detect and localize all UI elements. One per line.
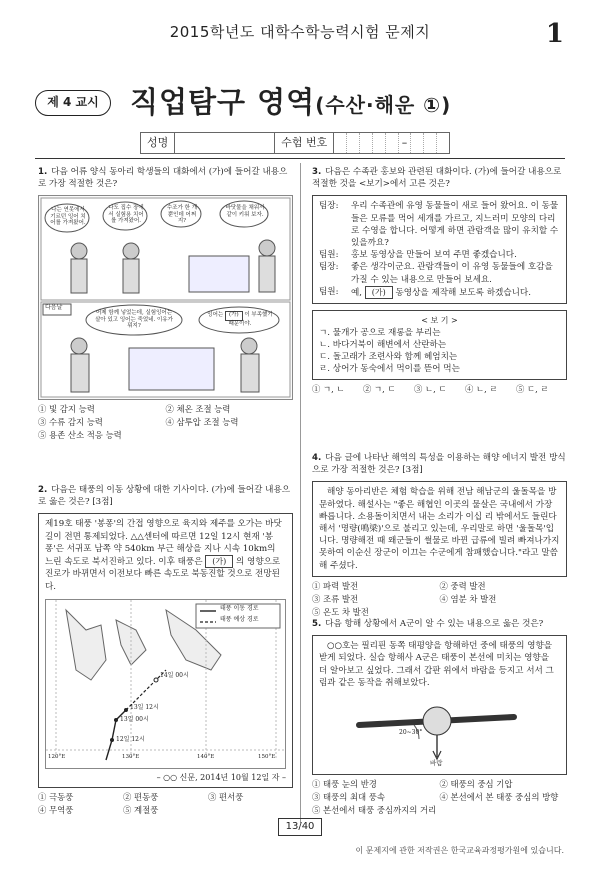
q2-map-label-1: 14일 00시: [160, 671, 189, 679]
q3-choice-1[interactable]: ① ㄱ, ㄴ: [312, 384, 345, 395]
q2-typhoon-map: [45, 599, 286, 769]
subject-name: (수산·해운 ①): [315, 93, 452, 117]
q1-bubble-post: 이 부족했기 때문이야.: [228, 312, 273, 327]
q2-choices: [38, 792, 293, 817]
q3-bogi-item: ㄷ. 돌고래가 조련사와 함께 헤엄치는: [319, 351, 458, 362]
q3-bogi-item: ㄹ. 상어가 동숙에서 먹이를 뜯어 먹는: [319, 364, 460, 375]
q2-choice-3[interactable]: ③ 편서풍: [208, 792, 244, 803]
q4-choice-1[interactable]: ① 파력 발전: [312, 580, 359, 591]
question-2: [38, 484, 293, 817]
footer-page-indicator: 13/40: [278, 818, 322, 836]
exam-no-cell[interactable]: [373, 133, 386, 153]
question-5: [312, 618, 567, 817]
q2-choice-2[interactable]: ② 편동풍: [123, 792, 159, 803]
q2-map-figure: [46, 600, 284, 768]
q3-stem: 다음은 수족관 홍보와 관련된 대화이다. (가)에 들어갈 내용으로 적절한 것을 <보기>에서 고른 것은?: [312, 167, 562, 190]
exam-no-cell[interactable]: [437, 133, 449, 153]
q5-choice-5[interactable]: ⑤ 본선에서 태풍 중심까지의 거리: [312, 804, 437, 815]
q3-bogi-item: ㄴ. 바다거북이 해변에서 산란하는: [319, 339, 447, 350]
exam-no-dash: –: [399, 133, 412, 153]
q4-stem: 다음 글에 나타난 해역의 특성을 이용하는 해양 에너지 발전 방식으로 가장 적절한 것은? [3점]: [312, 453, 566, 476]
q1-scene-label: 다음날: [45, 304, 63, 312]
q1-bubble-3: 수조가 한 개 뿐인데 어쩌지?: [166, 205, 198, 225]
q1-blank: (가): [225, 311, 243, 320]
name-label: 성명: [141, 133, 175, 153]
q2-article-post: 의 영향으로 진로가 바뀌면서 이전보다 빠른 속도로 북동진할 것으로 전망된다.: [45, 557, 281, 592]
exam-no-cell[interactable]: [386, 133, 399, 153]
q1-bubble-1: 나는 연못에서 기르던 잉어 치어를 가져왔어.: [50, 207, 86, 227]
q2-legend-forecast: 태풍 예상 경로: [220, 615, 259, 623]
q5-wind-label: 바람: [430, 759, 443, 768]
q3-bogi-title: < 보 기 >: [421, 316, 458, 326]
q3-dialog-box: [312, 195, 567, 304]
q2-tick-150: 150°E: [258, 753, 276, 760]
q2-choice-1[interactable]: ① 극동풍: [38, 792, 74, 803]
q1-bubble-pre: 잉어는: [207, 312, 224, 319]
q3-bogi-item: ㄱ. 물개가 공으로 재롱을 부리는: [319, 327, 441, 338]
exam-no-label: 수험 번호: [275, 133, 334, 153]
copyright-notice: 이 문제지에 관한 저작권은 한국교육과정평가원에 있습니다.: [355, 846, 564, 855]
q1-bubble-2: 나도 집수 장에서 실험용 치어를 가져왔어.: [108, 205, 144, 225]
q1-choice-4[interactable]: ④ 삼투압 조절 능력: [165, 417, 239, 428]
q2-choice-4[interactable]: ④ 무역풍: [38, 805, 74, 816]
q5-angle-label: 20~30°: [399, 729, 423, 737]
footer-total: 40: [301, 821, 315, 832]
footer-page: 13: [285, 821, 299, 832]
q1-choice-1[interactable]: ① 빛 감지 능력: [38, 404, 95, 415]
question-3: [312, 166, 567, 396]
q2-blank: (가): [205, 555, 233, 568]
q1-stem: 다음 어류 양식 동아리 학생들의 대화에서 (가)에 들어갈 내용으로 가장 적절한 것은?: [38, 167, 288, 190]
q4-choice-5[interactable]: ⑤ 온도 차 발전: [312, 606, 369, 617]
q4-passage: 해양 동아리반은 체험 학습을 위해 전남 해남군의 울돌목을 방문하였다. 해설사는 "좋은 해협인 이곳의 물살은 국내에서 가장 빠릅니다. 소용돌이치면서 내는 소리가 이십 리 밖에서도 들린다 해서 '명량(鳴梁)'으로 불리고 있는데, 우리말로 하면 '울돌목'입니다. 명량해전 때 왜군들이 썰물로 바뀐 급류에 빌려 빠져나가지 못하여 이순신 장군이 이끄는 수군에게 참패했습니다."라고 말씀해 주셨다.: [319, 487, 560, 571]
q5-choice-4[interactable]: ④ 본선에서 본 태풍 중심의 방향: [439, 791, 559, 802]
q5-passage: ○○호는 필리핀 동쪽 태평양을 항해하던 중에 태풍의 영향을 받게 되었다. 실습 항해사 A군은 태풍이 본선에 미치는 영향을 더 알아보고 싶었다. 그래서 갑판 위에서 바람을 등지고 서서 그림과 같은 동작을 취해보았다.: [319, 641, 554, 688]
q1-bubble-bottom-left: 어제 함께 넣었는데, 실험잉어는 살아 있고 잉어는 죽었네. 이유가 뭐지?: [95, 310, 173, 330]
q2-source: – ○○ 신문, 2014년 10월 12일 자 –: [156, 772, 286, 782]
exam-no-cell[interactable]: [424, 133, 437, 153]
q3-speaker: 팀장:: [319, 201, 339, 212]
exam-no-cell[interactable]: [411, 133, 424, 153]
q5-figure: [319, 695, 560, 770]
column-divider: [300, 163, 301, 823]
question-1: [38, 166, 293, 442]
q4-choice-3[interactable]: ③ 조류 발전: [312, 593, 359, 604]
question-4: [312, 452, 567, 619]
q2-legend-observed: 태풍 이동 경로: [220, 604, 259, 612]
q2-tick-120: 120°E: [48, 753, 66, 760]
q1-choice-2[interactable]: ② 체온 조절 능력: [165, 404, 231, 415]
q1-choice-5[interactable]: ⑤ 용존 산소 적응 능력: [38, 430, 122, 441]
q1-number: 1.: [38, 167, 48, 177]
q3-speaker: 팀장:: [319, 262, 339, 273]
q5-choices: [312, 779, 567, 817]
q5-choice-1[interactable]: ① 태풍 눈의 반경: [312, 779, 377, 790]
exam-no-cell[interactable]: [360, 133, 373, 153]
q3-number: 3.: [312, 167, 322, 177]
domain-title: [130, 82, 451, 123]
q1-bubble-4: 바닷물을 채워서 같이 키워 보자.: [225, 205, 265, 218]
q3-dialog-text: 홍보 동영상을 만들어 보여 주면 좋겠습니다.: [351, 250, 517, 261]
q3-dialog-line: [319, 200, 560, 249]
exam-no-field[interactable]: [334, 133, 449, 153]
q3-speaker: 팀원:: [319, 286, 339, 297]
q2-article-pre: 제19호 태풍 '봉퐁'의 간접 영향으로 육지와 제주를 오가는 바닷길이 전면 통제되었다. △△센터에 따르면 12일 12시 현재 '봉퐁'은 서귀포 남쪽 약 540km 부근 해상을 지나 시속 10km의 느린 속도로 북서진하고 있다. 이후 태풍은: [45, 519, 282, 568]
q4-choice-4[interactable]: ④ 염분 차 발전: [439, 593, 497, 604]
q1-cartoon: [39, 196, 292, 399]
q3-bogi-box: [312, 310, 567, 380]
q3-speaker: 팀원:: [319, 250, 339, 261]
exam-no-cell[interactable]: [347, 133, 360, 153]
q4-passage-box: [312, 481, 567, 576]
q1-illustration: [38, 195, 293, 400]
q4-choices: [312, 581, 567, 619]
q5-number: 5.: [312, 619, 322, 629]
q3-choice-3[interactable]: ③ ㄴ, ㄷ: [414, 384, 447, 395]
name-field[interactable]: [175, 133, 275, 153]
session-badge: 제 4 교시: [35, 90, 111, 116]
q3-blank: (가): [365, 286, 393, 299]
q2-choice-5[interactable]: ⑤ 계절풍: [123, 805, 159, 816]
domain-name: 직업탐구 영역: [130, 85, 316, 119]
q2-tick-140: 140°E: [197, 753, 215, 760]
student-id-box: [140, 132, 450, 154]
q2-article: [45, 518, 286, 592]
q3-choice-4[interactable]: ④ ㄴ, ㄹ: [465, 384, 498, 395]
q5-passage-box: [312, 635, 567, 775]
q2-number: 2.: [38, 485, 48, 495]
q3-dialog-post: 동영상을 제작해 보도록 하겠습니다.: [395, 287, 531, 298]
q5-choice-2[interactable]: ② 태풍의 중심 기압: [439, 779, 513, 790]
q3-dialog-text: 좋은 생각이군요. 관람객들이 이 유영 동물들에 호감을 가질 수 있는 내용으로 만들어 보세요.: [351, 262, 553, 285]
q3-choice-5[interactable]: ⑤ ㄷ, ㄹ: [516, 384, 549, 395]
q1-choice-3[interactable]: ③ 수류 감지 능력: [38, 417, 103, 428]
q2-stem: 다음은 태풍의 이동 상황에 대한 기사이다. (가)에 들어갈 내용으로 옳은 것은? [3점]: [38, 485, 291, 508]
q3-choices: [312, 384, 567, 396]
q3-dialog-line: [319, 261, 560, 285]
q2-map-label-4: 12일 12시: [116, 735, 145, 743]
q3-dialog-line: [319, 249, 560, 261]
q3-dialog-line: [319, 286, 560, 299]
q4-choice-2[interactable]: ② 중력 발전: [439, 580, 486, 591]
q2-article-box: [38, 513, 293, 788]
q2-tick-130: 130°E: [122, 753, 140, 760]
q1-bubble-bottom-right: [205, 311, 275, 327]
header-rule: [35, 158, 565, 159]
q3-dialog-text: 우리 수족관에 유영 동물들이 새로 들어 왔어요. 이 동물들은 모류를 먹어 세개를 가르고, 지느러미 모양의 다리로 수영을 합니다. 어떻게 하면 관람객을 많이 유치할 수 있을까요?: [351, 201, 559, 249]
page-number: 1: [545, 19, 564, 49]
q1-choices: [38, 404, 293, 442]
exam-title: 2015학년도 대학수학능력시험 문제지: [169, 23, 431, 41]
q5-stem: 다음 항해 상황에서 A군이 알 수 있는 내용으로 옳은 것은?: [325, 619, 544, 629]
q3-dialog-pre: 예,: [351, 287, 363, 298]
q2-map-label-2: 13일 12시: [130, 703, 159, 711]
q3-choice-2[interactable]: ② ㄱ, ㄷ: [363, 384, 396, 395]
q5-choice-3[interactable]: ③ 태풍의 최대 풍속: [312, 791, 385, 802]
exam-no-cell[interactable]: [334, 133, 347, 153]
q4-number: 4.: [312, 453, 322, 463]
q2-map-label-3: 13일 00시: [120, 715, 149, 723]
